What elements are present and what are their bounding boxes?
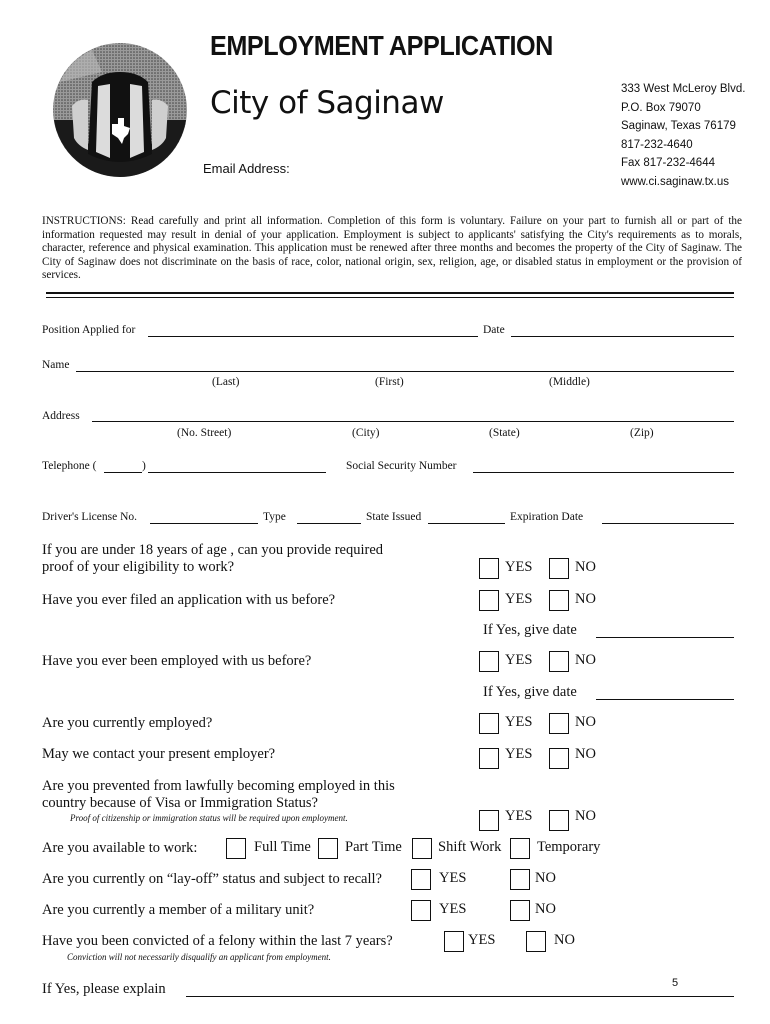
type-label: Type	[263, 511, 286, 523]
telephone-label: Telephone (	[42, 460, 97, 472]
filed-date-label: If Yes, give date	[483, 622, 577, 638]
form-title: EMPLOYMENT APPLICATION	[210, 30, 553, 61]
address-line: 333 West McLeroy Blvd.	[621, 83, 746, 95]
state-issued-field[interactable]	[428, 523, 505, 524]
no-label: NO	[554, 932, 575, 948]
question-employed-before: Have you ever been employed with us before?	[42, 653, 312, 669]
question-military: Are you currently a member of a military unit?	[42, 902, 315, 918]
military-no-checkbox[interactable]	[510, 900, 530, 921]
area-code-field[interactable]	[104, 472, 142, 473]
name-last-caption: (Last)	[212, 376, 240, 388]
felony-yes-checkbox[interactable]	[444, 931, 464, 952]
lay-off-yes-checkbox[interactable]	[411, 869, 431, 890]
city-seal-logo	[52, 42, 188, 178]
full-time-checkbox[interactable]	[226, 838, 246, 859]
phone-line: 817-232-4640	[621, 138, 693, 151]
eligibility-yes-checkbox[interactable]	[479, 558, 499, 579]
city-caption: (City)	[352, 427, 380, 439]
question-eligibility: If you are under 18 years of age , can you provide required proof of your eligibility to work?	[42, 542, 384, 575]
shift-work-label: Shift Work	[438, 839, 502, 855]
temporary-checkbox[interactable]	[510, 838, 530, 859]
state-issued-label: State Issued	[366, 511, 422, 523]
expiration-label: Expiration Date	[510, 511, 584, 523]
name-first-caption: (First)	[375, 376, 404, 388]
fax-line: Fax 817-232-4644	[621, 157, 715, 170]
yes-label: YES	[505, 714, 533, 730]
no-label: NO	[535, 870, 556, 886]
name-label: Name	[42, 359, 70, 371]
street-caption: (No. Street)	[177, 427, 232, 439]
license-label: Driver's License No.	[42, 511, 137, 523]
yes-label: YES	[505, 591, 533, 607]
telephone-paren: )	[142, 460, 146, 472]
explain-label: If Yes, please explain	[42, 981, 166, 997]
license-field[interactable]	[150, 523, 258, 524]
no-label: NO	[575, 746, 596, 762]
filed-no-checkbox[interactable]	[549, 590, 569, 611]
no-label: NO	[575, 559, 596, 575]
question-felony: Have you been convicted of a felony within the last 7 years?	[42, 933, 393, 949]
divider-rule	[46, 297, 734, 298]
no-label: NO	[575, 652, 596, 668]
visa-no-checkbox[interactable]	[549, 810, 569, 831]
name-field[interactable]	[76, 371, 734, 372]
page-number: 5	[672, 977, 679, 989]
address-line: Saginaw, Texas 76179	[621, 120, 736, 133]
citizenship-note: Proof of citizenship or immigration status will be required upon employment.	[70, 813, 348, 823]
shift-work-checkbox[interactable]	[412, 838, 432, 859]
city-contact-block	[621, 80, 745, 192]
zip-caption: (Zip)	[630, 427, 654, 439]
yes-label: YES	[439, 901, 467, 917]
no-label: NO	[575, 714, 596, 730]
email-label: Email Address:	[203, 161, 290, 176]
eligibility-no-checkbox[interactable]	[549, 558, 569, 579]
filed-date-field[interactable]	[596, 637, 734, 638]
currently-employed-yes-checkbox[interactable]	[479, 713, 499, 734]
yes-label: YES	[505, 559, 533, 575]
part-time-label: Part Time	[345, 839, 402, 855]
full-time-label: Full Time	[254, 839, 311, 855]
no-label: NO	[575, 591, 596, 607]
city-name: City of Saginaw	[210, 85, 444, 121]
yes-label: YES	[505, 808, 533, 824]
website-line: www.ci.saginaw.tx.us	[621, 175, 730, 188]
contact-employer-yes-checkbox[interactable]	[479, 748, 499, 769]
temporary-label: Temporary	[537, 839, 601, 855]
visa-yes-checkbox[interactable]	[479, 810, 499, 831]
employed-before-yes-checkbox[interactable]	[479, 651, 499, 672]
name-middle-caption: (Middle)	[549, 376, 590, 388]
ssn-label: Social Security Number	[346, 460, 457, 472]
address-line: P.O. Box 79070	[621, 101, 701, 114]
part-time-checkbox[interactable]	[318, 838, 338, 859]
currently-employed-no-checkbox[interactable]	[549, 713, 569, 734]
yes-label: YES	[468, 932, 496, 948]
question-currently-employed: Are you currently employed?	[42, 715, 213, 731]
divider-rule	[46, 292, 734, 294]
question-filed-before: Have you ever filed an application with us before?	[42, 592, 336, 608]
question-visa-status: Are you prevented from lawfully becoming employed in this country because of Visa or Immigration Status?	[42, 778, 395, 811]
address-field[interactable]	[92, 421, 734, 422]
employed-date-field[interactable]	[596, 699, 734, 700]
employed-date-label: If Yes, give date	[483, 684, 577, 700]
yes-label: YES	[505, 652, 533, 668]
lay-off-no-checkbox[interactable]	[510, 869, 530, 890]
date-label: Date	[483, 324, 505, 336]
conviction-note: Conviction will not necessarily disqualify an applicant from employment.	[67, 952, 331, 962]
position-field[interactable]	[148, 336, 478, 337]
no-label: NO	[535, 901, 556, 917]
date-field[interactable]	[511, 336, 734, 337]
instructions-text: INSTRUCTIONS: Read carefully and print all information. Completion of this form is voluntary. Failure on your part to furnish all or part of the information requested may result in denial of your application. Employment is subject to applicants' satisfying the City's requirements as to morals, character, reference and physical examination. This application must be renewed after three months and becomes the property of the City of Saginaw. The City of Saginaw does not discriminate on the basis of race, color, national origin, sex, religion, age, or disabled status in employment or the provision of services.	[42, 215, 742, 282]
explain-field[interactable]	[186, 996, 734, 997]
question-lay-off: Are you currently on “lay-off” status and subject to recall?	[42, 871, 382, 887]
state-caption: (State)	[489, 427, 520, 439]
felony-no-checkbox[interactable]	[526, 931, 546, 952]
position-label: Position Applied for	[42, 324, 136, 336]
filed-yes-checkbox[interactable]	[479, 590, 499, 611]
military-yes-checkbox[interactable]	[411, 900, 431, 921]
question-availability: Are you available to work:	[42, 840, 198, 856]
employed-before-no-checkbox[interactable]	[549, 651, 569, 672]
question-contact-employer: May we contact your present employer?	[42, 746, 276, 762]
no-label: NO	[575, 808, 596, 824]
telephone-field[interactable]	[148, 472, 326, 473]
yes-label: YES	[439, 870, 467, 886]
yes-label: YES	[505, 746, 533, 762]
type-field[interactable]	[297, 523, 361, 524]
contact-employer-no-checkbox[interactable]	[549, 748, 569, 769]
expiration-field[interactable]	[602, 523, 734, 524]
ssn-field[interactable]	[473, 472, 734, 473]
address-label: Address	[42, 410, 80, 422]
